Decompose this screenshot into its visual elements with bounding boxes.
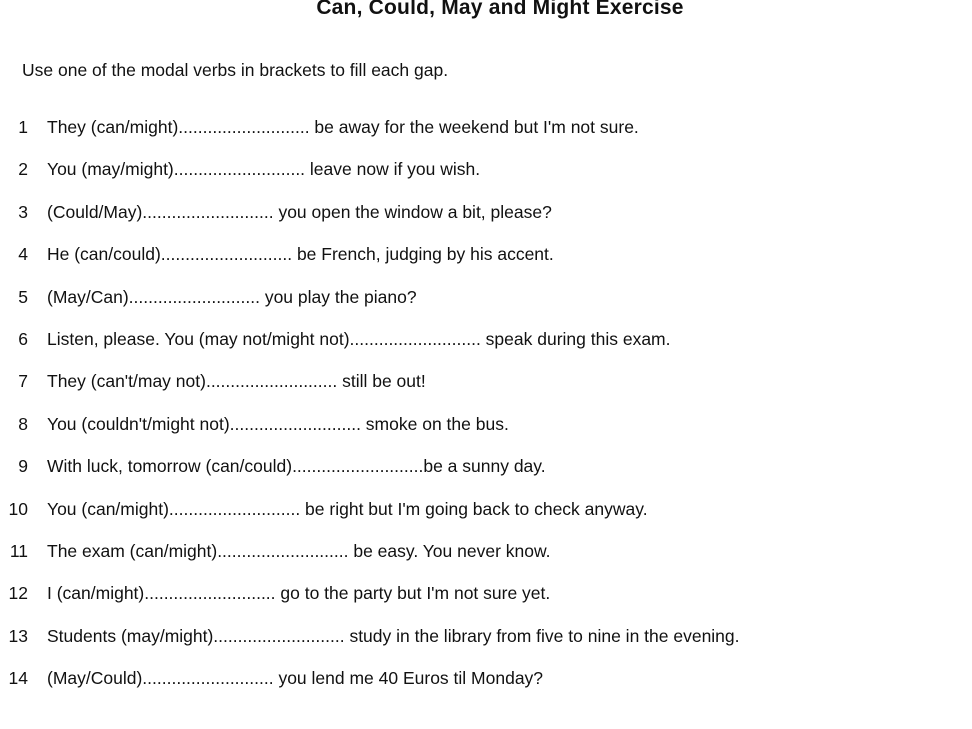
item-sentence: The exam (can/might)........................... be easy. You never know. bbox=[47, 540, 551, 561]
item-number: 11 bbox=[9, 540, 28, 561]
item-sentence: (Could/May)........................... you open the window a bit, please? bbox=[47, 201, 552, 222]
exercise-list bbox=[0, 117, 740, 710]
exercise-item bbox=[0, 499, 740, 541]
item-sentence: Listen, please. You (may not/might not)........................... speak during this exam. bbox=[47, 328, 671, 349]
item-sentence: I (can/might)........................... go to the party but I'm not sure yet. bbox=[47, 583, 551, 604]
exercise-item bbox=[0, 287, 740, 329]
exercise-item bbox=[0, 668, 740, 710]
item-sentence: Students (may/might)........................... study in the library from five to nine in the evening. bbox=[47, 625, 740, 646]
item-number: 12 bbox=[8, 583, 28, 604]
exercise-item bbox=[0, 583, 740, 625]
exercise-item bbox=[0, 329, 740, 371]
item-number: 5 bbox=[18, 286, 28, 307]
worksheet-title: Can, Could, May and Might Exercise bbox=[316, 0, 684, 19]
item-number: 2 bbox=[18, 159, 28, 180]
item-sentence: (May/Could)........................... you lend me 40 Euros til Monday? bbox=[47, 668, 544, 689]
item-sentence: You (may/might)........................... leave now if you wish. bbox=[47, 159, 481, 180]
exercise-item bbox=[0, 626, 740, 668]
exercise-item bbox=[0, 159, 740, 201]
item-sentence: They (can't/may not)........................... still be out! bbox=[47, 371, 426, 392]
item-sentence: You (can/might)........................... be right but I'm going back to check anyway. bbox=[47, 498, 648, 519]
item-sentence: With luck, tomorrow (can/could)...........................be a sunny day. bbox=[47, 456, 546, 477]
item-number: 6 bbox=[18, 328, 28, 349]
item-number: 13 bbox=[8, 625, 28, 646]
item-number: 1 bbox=[18, 117, 28, 137]
item-number: 4 bbox=[18, 244, 28, 265]
item-number: 8 bbox=[18, 413, 28, 434]
exercise-item bbox=[0, 117, 740, 159]
exercise-item bbox=[0, 244, 740, 286]
exercise-item bbox=[0, 371, 740, 413]
item-number: 14 bbox=[8, 668, 28, 689]
item-sentence: He (can/could)........................... be French, judging by his accent. bbox=[47, 244, 554, 265]
item-number: 10 bbox=[8, 498, 28, 519]
instruction-text: Use one of the modal verbs in brackets to fill each gap. bbox=[22, 60, 449, 80]
exercise-item bbox=[0, 414, 740, 456]
item-sentence: You (couldn't/might not)........................... smoke on the bus. bbox=[47, 413, 509, 434]
item-sentence: (May/Can)........................... you play the piano? bbox=[47, 286, 417, 307]
item-number: 3 bbox=[18, 201, 28, 222]
item-sentence: They (can/might)........................... be away for the weekend but I'm not sure. bbox=[47, 117, 639, 137]
item-number: 9 bbox=[18, 456, 28, 477]
exercise-item bbox=[0, 202, 740, 244]
exercise-item bbox=[0, 456, 740, 498]
exercise-item bbox=[0, 541, 740, 583]
item-number: 7 bbox=[18, 371, 28, 392]
